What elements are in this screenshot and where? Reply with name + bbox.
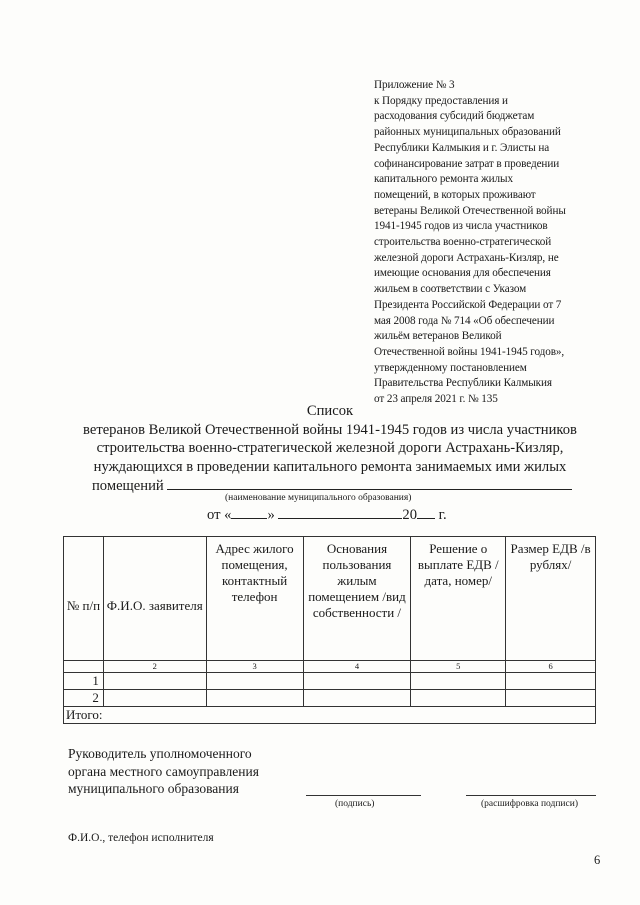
table-cell[interactable]: [206, 673, 303, 690]
column-number: 3: [206, 661, 303, 673]
column-number: 2: [103, 661, 206, 673]
date-close-label: »: [267, 507, 275, 523]
appendix-line: строительства военно-стратегической: [374, 236, 552, 249]
signer-block: [68, 745, 259, 798]
row-number: 2: [64, 690, 104, 707]
table-cell[interactable]: [303, 690, 411, 707]
header-address: Адрес жилого помещения, контактный телефон: [206, 537, 303, 661]
header-grounds: Основания пользования жилым помещением /вид собственности /: [303, 537, 411, 661]
appendix-line: Республики Калмыкия и г. Элисты на: [374, 141, 550, 154]
appendix-line: к Порядку предоставления и: [374, 94, 508, 107]
date-from-label: от «: [207, 507, 232, 523]
table-cell[interactable]: [411, 673, 506, 690]
appendix-line: расходования субсидий бюджетам: [374, 110, 535, 123]
column-number: [64, 661, 104, 673]
title-line: ветеранов Великой Отечественной войны 1941-1945 годов из числа участников: [83, 421, 577, 438]
appendix-line: ветераны Великой Отечественной войны: [374, 204, 566, 217]
signer-line: органа местного самоуправления: [68, 763, 259, 779]
table-cell[interactable]: [506, 690, 596, 707]
year-suffix: г.: [438, 507, 447, 523]
appendix-line: районных муниципальных образований: [374, 126, 561, 139]
appendix-note: [374, 78, 624, 408]
table-row: [64, 690, 596, 707]
column-number: 5: [411, 661, 506, 673]
appendix-line: Отечественной войны 1941-1945 годов»,: [374, 345, 565, 358]
decoding-caption: (расшифровка подписи): [481, 799, 578, 809]
municipality-blank[interactable]: [167, 476, 572, 490]
day-blank[interactable]: [231, 505, 267, 519]
table-header-row: [64, 537, 596, 661]
municipality-caption: (наименование муниципального образования): [225, 493, 412, 503]
year-blank[interactable]: [417, 505, 435, 519]
total-row: [64, 707, 596, 724]
veterans-table: [63, 536, 596, 724]
title-heading: Список: [306, 403, 354, 419]
appendix-line: Правительства Республики Калмыкия: [374, 377, 552, 390]
table-cell[interactable]: [411, 690, 506, 707]
table-row: [64, 673, 596, 690]
appendix-line: Президента Российской Федерации от 7: [374, 298, 562, 311]
signer-line: муниципального образования: [68, 781, 239, 796]
month-blank[interactable]: [278, 505, 402, 519]
appendix-line: мая 2008 года № 714 «Об обеспечении: [374, 314, 555, 327]
executor-label: Ф.И.О., телефон исполнителя: [68, 832, 214, 844]
appendix-line: утвержденному постановлением: [374, 361, 527, 374]
column-number: 4: [303, 661, 411, 673]
appendix-line: имеющие основания для обеспечения: [374, 267, 551, 280]
appendix-line: Приложение № 3: [374, 79, 455, 91]
signer-line: Руководитель уполномоченного: [68, 746, 252, 761]
title-line: строительства военно-стратегической железной дороги Астрахань-Кизляр,: [96, 440, 564, 456]
list-title: [60, 402, 600, 476]
appendix-line: капитального ремонта жилых: [374, 173, 513, 186]
table-cell[interactable]: [206, 690, 303, 707]
appendix-line: жильем в соответствии с Указом: [374, 283, 527, 296]
total-label: Итого:: [64, 707, 596, 724]
signature-line[interactable]: [306, 795, 421, 796]
appendix-line: помещений, в которых проживают: [374, 188, 536, 201]
table-cell[interactable]: [506, 673, 596, 690]
year-prefix: 20: [402, 507, 417, 523]
signature-decoding-line[interactable]: [466, 795, 596, 796]
table-cell[interactable]: [103, 673, 206, 690]
column-number: 6: [506, 661, 596, 673]
header-amount: Размер ЕДВ /в рублях/: [506, 537, 596, 661]
table-cell[interactable]: [303, 673, 411, 690]
appendix-line: жильём ветеранов Великой: [374, 330, 502, 343]
appendix-line: 1941-1945 годов из числа участников: [374, 220, 548, 233]
column-number-row: [64, 661, 596, 673]
page-number: 6: [594, 853, 601, 867]
date-row: [207, 505, 447, 524]
title-line: нуждающихся в проведении капитального ремонта занимаемых ими жилых: [93, 458, 567, 475]
appendix-line: железной дороги Астрахань-Кизляр, не: [374, 251, 559, 264]
premises-label: помещений: [92, 478, 164, 494]
header-applicant: Ф.И.О. заявителя: [103, 537, 206, 661]
appendix-line: от 23 апреля 2021 г. № 135: [374, 393, 498, 406]
header-decision: Решение о выплате ЕДВ /дата, номер/: [411, 537, 506, 661]
row-number: 1: [64, 673, 104, 690]
header-number: № п/п: [64, 537, 104, 661]
appendix-line: софинансирование затрат в проведении: [374, 157, 560, 170]
table-cell[interactable]: [103, 690, 206, 707]
signature-caption: (подпись): [335, 799, 375, 809]
